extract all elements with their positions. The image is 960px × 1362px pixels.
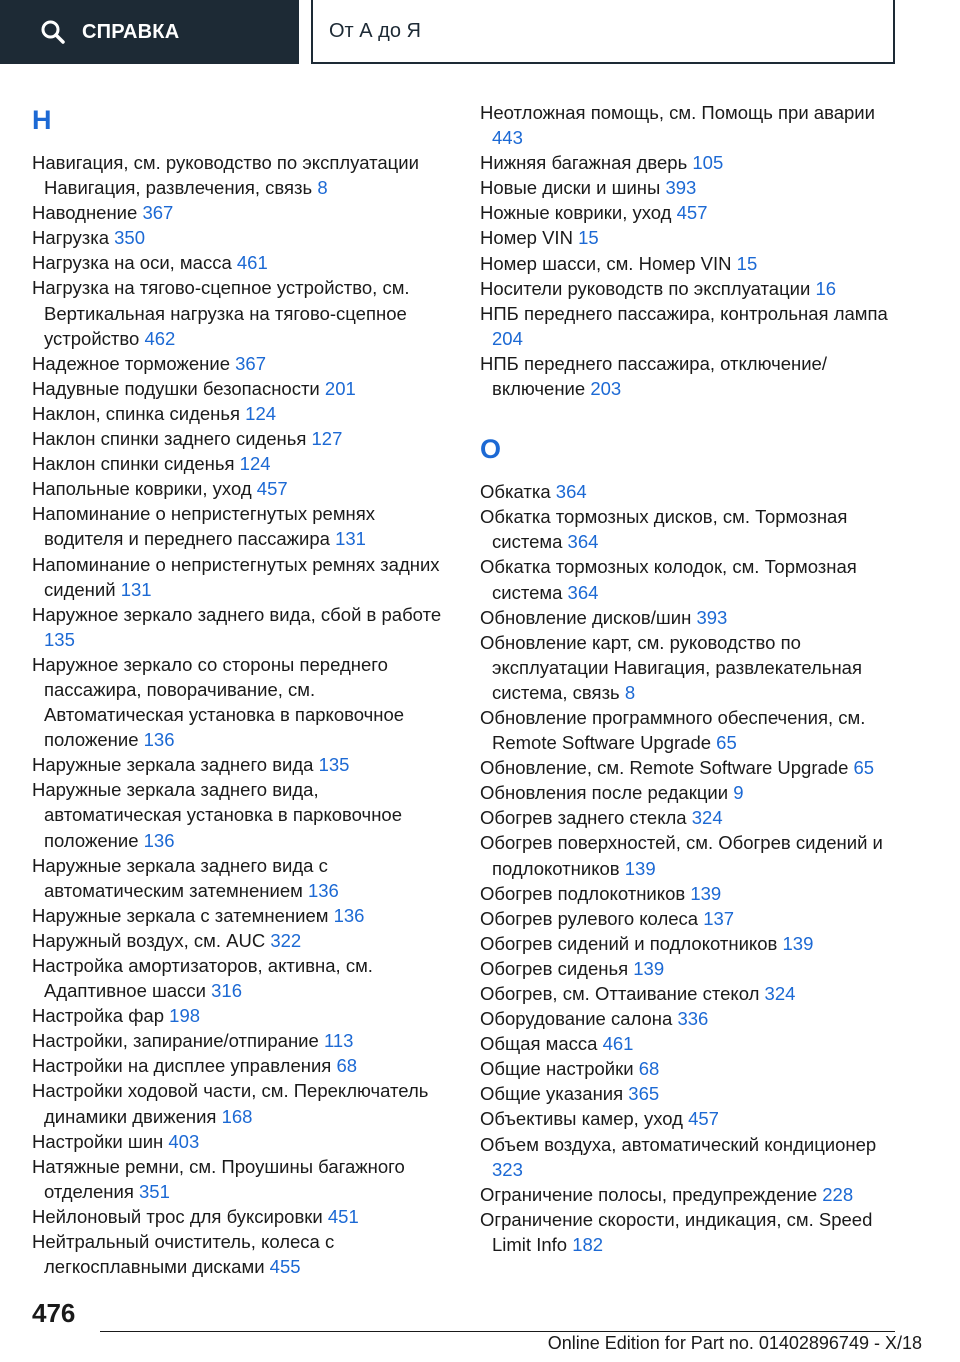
page-link[interactable]: 168 — [221, 1105, 253, 1127]
index-entry-text: Наружные зеркала заднего вида с автоматическим затемнением — [32, 854, 328, 901]
index-entry-text: Наклон спинки заднего сиденья — [32, 428, 312, 450]
page-link[interactable]: 124 — [239, 453, 271, 475]
page-link[interactable]: 324 — [764, 983, 796, 1004]
page-link[interactable]: 8 — [624, 681, 636, 703]
page-link[interactable]: 105 — [692, 152, 724, 174]
index-list — [480, 100, 900, 401]
page-link[interactable]: 131 — [120, 578, 152, 600]
index-entry-text: Обогрев заднего стекла — [480, 807, 692, 829]
index-entry — [480, 150, 900, 175]
index-entry — [32, 1204, 452, 1229]
index-entry — [480, 1182, 900, 1207]
index-entry — [32, 777, 452, 852]
index-entry-text: Нагрузка на оси, масса — [32, 252, 237, 274]
page-number: 476 — [32, 1298, 76, 1328]
index-entry — [480, 1106, 900, 1131]
footer-divider — [100, 1331, 895, 1332]
page-link[interactable]: 65 — [716, 732, 737, 754]
page-link[interactable]: 364 — [567, 531, 599, 553]
index-entry — [32, 476, 452, 501]
page-link[interactable]: 228 — [822, 1183, 854, 1205]
page-link[interactable]: 367 — [235, 352, 266, 374]
index-entry — [480, 805, 900, 830]
page-link[interactable]: 136 — [143, 729, 175, 751]
index-entry — [480, 605, 900, 630]
index-entry-text: Наклон, спинка сиденья — [32, 402, 246, 424]
page-link[interactable]: 201 — [324, 377, 356, 399]
index-entry-text: Наружные зеркала заднего вида, автоматическая установка в парковочное положение — [32, 779, 402, 851]
index-entry — [480, 830, 900, 880]
index-entry — [480, 705, 900, 755]
page-link[interactable]: 443 — [492, 127, 523, 149]
index-entry-text: Наклон спинки сиденья — [32, 453, 240, 475]
index-entry-text: Нагрузка на тягово-сцепное устройство, см. Вертикальная нагрузка на тягово-сцепное устройство — [32, 277, 410, 349]
page-link[interactable]: 68 — [638, 1058, 660, 1080]
index-entry — [480, 1031, 900, 1056]
index-entry-text: Наружный воздух, см. AUC — [32, 929, 271, 951]
page-link[interactable]: 139 — [624, 857, 656, 879]
page-link[interactable]: 393 — [665, 177, 697, 199]
page-link[interactable]: 139 — [633, 957, 665, 979]
index-entry-text: Номер шасси, см. Номер VIN — [480, 252, 737, 274]
index-entry — [32, 752, 452, 777]
index-entry-text: Наружные зеркала с затемнением — [32, 904, 334, 926]
page-link[interactable]: 131 — [335, 528, 366, 550]
index-entry-text: НПБ переднего пассажира, контрольная лампа — [480, 302, 888, 324]
index-entry — [32, 451, 452, 476]
header-bar — [0, 0, 960, 66]
search-icon — [40, 19, 66, 45]
index-entry — [32, 501, 452, 551]
index-entry-text: Наружные зеркала заднего вида — [32, 754, 319, 776]
index-entry — [32, 225, 452, 250]
index-entry — [32, 1229, 452, 1279]
page-link[interactable]: 336 — [677, 1008, 709, 1030]
index-entry — [480, 175, 900, 200]
index-entry-text: Номер VIN — [480, 227, 579, 249]
index-entry-text: Ножные коврики, уход — [480, 202, 677, 224]
index-entry-text: Наружное зеркало заднего вида, сбой в работе — [32, 603, 442, 625]
index-entry-text: Навигация, см. руководство по эксплуатации Навигация, развлечения, связь — [32, 152, 419, 199]
page-link[interactable]: 403 — [168, 1130, 200, 1152]
page-link[interactable]: 198 — [169, 1005, 201, 1027]
index-entry-text: Обкатка тормозных колодок, см. Тормозная система — [480, 556, 857, 603]
index-entry — [480, 1207, 900, 1257]
page-link[interactable]: 462 — [144, 327, 176, 349]
index-entry-text: Общие указания — [480, 1083, 629, 1105]
page-link[interactable]: 65 — [853, 757, 875, 779]
index-entry-text: Обогрев рулевого колеса — [480, 907, 704, 929]
search-tab-label: СПРАВКА — [82, 20, 180, 43]
index-entry-text: Натяжные ремни, см. Проушины багажного отделения — [32, 1155, 405, 1202]
page-link[interactable]: 204 — [492, 327, 523, 349]
index-entry — [480, 554, 900, 604]
index-entry-text: Обновление карт, см. руководство по эксплуатации Навигация, развлекательная система, связь — [480, 631, 862, 703]
index-entry — [32, 1028, 452, 1053]
page-link[interactable]: 393 — [696, 606, 728, 628]
index-entry-text: Надувные подушки безопасности — [32, 377, 325, 399]
index-entry — [480, 881, 900, 906]
section-title-tab[interactable]: От А до Я — [311, 0, 895, 64]
page-link[interactable]: 9 — [733, 782, 744, 804]
index-entry-text: Наружное зеркало со стороны переднего пассажира, поворачивание, см. Автоматическая установка в парковочное положение — [32, 653, 405, 751]
index-column-left — [32, 100, 452, 1279]
index-column-right — [480, 100, 900, 1257]
index-entry-text: Обновление программного обеспечения, см. Remote Software Upgrade — [480, 706, 866, 754]
page-link[interactable]: 367 — [142, 202, 174, 224]
page-link[interactable]: 139 — [690, 882, 722, 904]
index-entry-text: Обогрев поверхностей, см. Обогрев сидений и подлокотников — [480, 832, 883, 879]
index-entry-text: Настройки на дисплее управления — [32, 1055, 337, 1077]
index-entry — [32, 351, 452, 376]
index-entry-text: Носители руководств по эксплуатации — [480, 277, 816, 299]
index-entry — [480, 931, 900, 956]
index-entry — [32, 1154, 452, 1204]
index-entry — [480, 1132, 900, 1182]
index-entry-text: Обновления после редакции — [480, 782, 734, 804]
page-link[interactable]: 15 — [736, 252, 758, 274]
index-list — [32, 150, 452, 1279]
index-entry-text: Настройки шин — [32, 1130, 169, 1152]
index-entry-text: Обкатка — [480, 481, 556, 503]
index-entry — [480, 956, 900, 981]
index-entry — [32, 602, 452, 652]
index-entry-text: Обогрев, см. Оттаивание стекол — [480, 983, 765, 1004]
page-link[interactable]: 323 — [492, 1158, 523, 1180]
index-entry — [32, 426, 452, 451]
page-link[interactable]: 316 — [211, 980, 242, 1002]
index-entry-text: Ограничение полосы, предупреждение — [480, 1183, 823, 1205]
index-entry-text: Наводнение — [32, 202, 143, 224]
page-link[interactable]: 455 — [269, 1256, 301, 1278]
index-entry-text: Настройка амортизаторов, активна, см. Адаптивное шасси — [32, 955, 373, 1002]
index-entry — [32, 200, 452, 225]
index-entry-text: Обогрев подлокотников — [480, 882, 691, 904]
index-entry — [480, 479, 900, 504]
search-tab[interactable] — [0, 0, 299, 64]
index-entry-text: Обкатка тормозных дисков, см. Тормозная система — [480, 506, 848, 553]
page-link[interactable]: 457 — [676, 202, 708, 224]
page-link[interactable]: 203 — [590, 378, 622, 400]
page-link[interactable]: 15 — [578, 227, 599, 249]
index-entry — [480, 100, 900, 150]
index-entry — [32, 250, 452, 275]
edition-footer: Online Edition for Part no. 01402896749 - X/18 — [547, 1333, 922, 1353]
index-entry-text: Новые диски и шины — [480, 177, 666, 199]
page-link[interactable]: 136 — [143, 829, 175, 851]
index-entry — [32, 552, 452, 602]
index-entry — [32, 853, 452, 903]
index-entry — [480, 225, 900, 250]
index-entry — [32, 376, 452, 401]
index-entry — [480, 1081, 900, 1106]
page-link[interactable]: 461 — [236, 252, 268, 274]
index-entry — [32, 652, 452, 752]
index-entry — [480, 780, 900, 805]
index-entry — [480, 301, 900, 351]
index-entry-text: Обогрев сидений и подлокотников — [480, 932, 783, 954]
index-entry-text: Напольные коврики, уход — [32, 478, 257, 500]
page-link[interactable]: 322 — [270, 929, 302, 951]
index-list — [480, 479, 900, 1257]
page-link[interactable]: 124 — [245, 402, 277, 424]
index-entry — [480, 504, 900, 554]
index-entry-text: Обновление, см. Remote Software Upgrade — [480, 757, 854, 779]
index-entry-text: Настройки ходовой части, см. Переключатель динамики движения — [32, 1080, 429, 1127]
index-entry-text: Обновление дисков/шин — [480, 606, 697, 628]
page-link[interactable]: 136 — [307, 879, 339, 901]
section-letter: Н — [32, 105, 52, 135]
index-entry-text: Напоминание о непристегнутых ремнях задних сидений — [32, 553, 440, 600]
page-link[interactable]: 127 — [311, 428, 343, 450]
index-entry-text: Неотложная помощь, см. Помощь при аварии — [480, 102, 875, 123]
index-entry-text: НПБ переднего пассажира, отключение/включение — [480, 352, 827, 400]
page-link[interactable]: 135 — [44, 628, 75, 650]
index-entry — [480, 351, 900, 401]
index-entry-text: Настройки, запирание/отпирание — [32, 1030, 324, 1052]
index-entry — [32, 275, 452, 350]
page-link[interactable]: 365 — [628, 1083, 660, 1105]
index-entry — [480, 906, 900, 931]
page-link[interactable]: 182 — [572, 1233, 604, 1255]
page-link[interactable]: 113 — [323, 1030, 354, 1052]
index-entry-text: Настройка фар — [32, 1005, 170, 1027]
page-link[interactable]: 137 — [703, 907, 735, 929]
page-link[interactable]: 364 — [555, 481, 587, 503]
index-entry-text: Обогрев сиденья — [480, 957, 634, 979]
page-link[interactable]: 451 — [327, 1205, 359, 1227]
index-entry — [480, 755, 900, 780]
section-letter: О — [480, 434, 502, 465]
index-entry — [480, 251, 900, 276]
index-entry-text: Общая масса — [480, 1033, 603, 1055]
page-link[interactable]: 351 — [139, 1180, 170, 1202]
index-entry — [480, 276, 900, 301]
index-entry — [32, 401, 452, 426]
index-entry — [480, 630, 900, 705]
index-entry — [32, 1129, 452, 1154]
page-link[interactable]: 461 — [602, 1033, 634, 1055]
index-entry-text: Общие настройки — [480, 1058, 639, 1080]
page-link[interactable]: 364 — [567, 581, 599, 603]
index-entry-text: Оборудование салона — [480, 1008, 678, 1030]
page-link[interactable]: 350 — [114, 227, 146, 249]
index-entry-text: Объем воздуха, автоматический кондиционер — [480, 1133, 877, 1155]
index-entry — [480, 200, 900, 225]
index-entry — [480, 981, 900, 1006]
page-link[interactable]: 457 — [688, 1108, 719, 1130]
page-link[interactable]: 324 — [691, 807, 723, 829]
index-entry-text: Напоминание о непристегнутых ремнях водителя и переднего пассажира — [32, 503, 376, 550]
index-entry — [32, 953, 452, 1003]
index-entry — [32, 150, 452, 200]
index-entry — [32, 903, 452, 928]
index-entry — [32, 1078, 452, 1128]
page-link[interactable]: 16 — [815, 277, 837, 299]
index-entry-text: Нагрузка — [32, 227, 115, 249]
page-link[interactable]: 68 — [336, 1055, 358, 1077]
page-link[interactable]: 139 — [782, 932, 814, 954]
index-entry-text: Нейлоновый трос для буксировки — [32, 1205, 328, 1227]
index-entry-text: Объективы камер, уход — [480, 1108, 689, 1130]
index-entry — [480, 1006, 900, 1031]
index-entry-text: Ограничение скорости, индикация, см. Speed Limit Info — [480, 1208, 873, 1255]
page-link[interactable]: 457 — [256, 478, 288, 500]
page-link[interactable]: 135 — [318, 754, 350, 776]
index-entry-text: Надежное торможение — [32, 352, 236, 374]
index-entry — [32, 1003, 452, 1028]
page-link[interactable]: 136 — [333, 904, 365, 926]
index-entry — [32, 928, 452, 953]
index-entry — [32, 1053, 452, 1078]
index-entry-text: Нижняя багажная дверь — [480, 152, 693, 174]
index-entry — [480, 1056, 900, 1081]
index-entry-text: Нейтральный очиститель, колеса с легкосплавными дисками — [32, 1231, 335, 1278]
page-link[interactable]: 8 — [317, 177, 328, 199]
